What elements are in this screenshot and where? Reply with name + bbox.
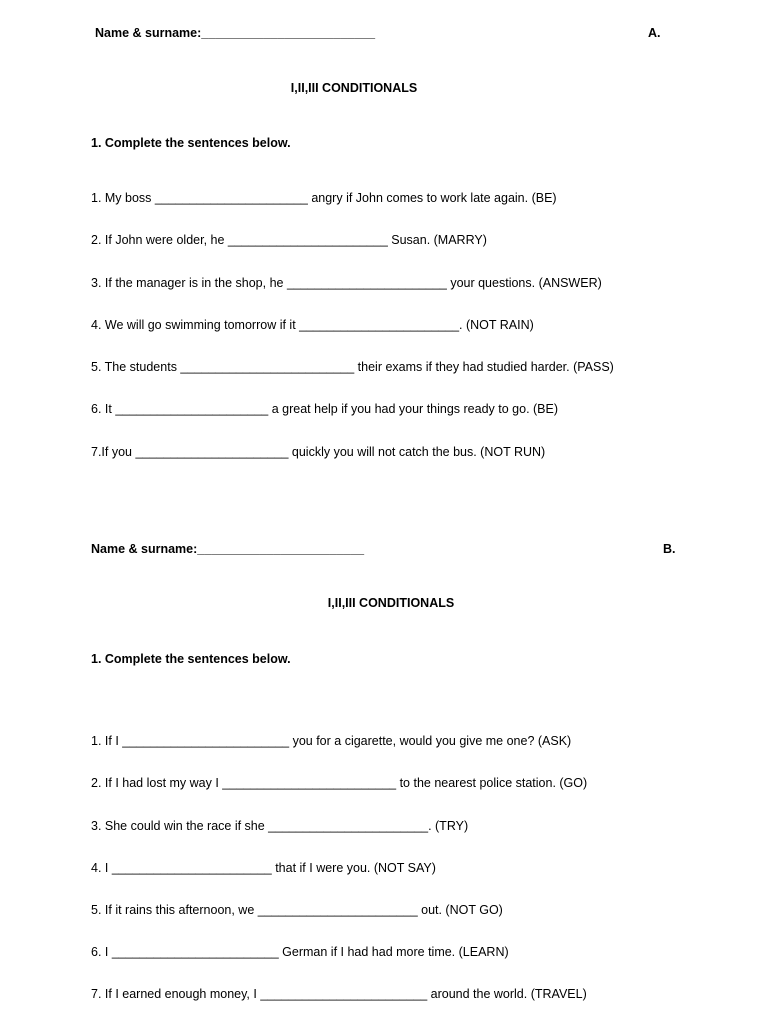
sentence-item: 6. It ______________________ a great help if you had your things ready to go. (BE) bbox=[91, 402, 559, 416]
sentence-item: 5. The students _________________________ their exams if they had studied harder. (PASS) bbox=[91, 360, 614, 374]
version-label: B. bbox=[663, 542, 676, 556]
sentence-item: 6. I ________________________ German if I had had more time. (LEARN) bbox=[91, 945, 509, 959]
worksheet-title: I,II,III CONDITIONALS bbox=[327, 596, 455, 610]
worksheet-title: I,II,III CONDITIONALS bbox=[290, 81, 418, 95]
sentence-item: 7.If you ______________________ quickly you will not catch the bus. (NOT RUN) bbox=[91, 445, 546, 459]
sentence-item: 7. If I earned enough money, I ________________________ around the world. (TRAVEL) bbox=[91, 987, 587, 1001]
sentence-item: 5. If it rains this afternoon, we _______________________ out. (NOT GO) bbox=[91, 903, 503, 917]
instruction: 1. Complete the sentences below. bbox=[91, 652, 291, 666]
sentence-item: 1. My boss ______________________ angry if John comes to work late again. (BE) bbox=[91, 191, 557, 205]
sentence-item: 2. If John were older, he _______________________ Susan. (MARRY) bbox=[91, 233, 487, 247]
name-surname-label: Name & surname:_________________________ bbox=[95, 26, 376, 40]
sentence-item: 3. She could win the race if she _______________________. (TRY) bbox=[91, 819, 469, 833]
sentence-item: 2. If I had lost my way I _________________________ to the nearest police station. (GO) bbox=[91, 776, 588, 790]
sentence-item: 3. If the manager is in the shop, he _______________________ your questions. (ANSWER) bbox=[91, 276, 602, 290]
sentence-item: 4. I _______________________ that if I were you. (NOT SAY) bbox=[91, 861, 436, 875]
name-surname-label: Name & surname:________________________ bbox=[91, 542, 365, 556]
sentence-item: 1. If I ________________________ you for a cigarette, would you give me one? (ASK) bbox=[91, 734, 572, 748]
sentence-item: 4. We will go swimming tomorrow if it _______________________. (NOT RAIN) bbox=[91, 318, 534, 332]
instruction: 1. Complete the sentences below. bbox=[91, 136, 291, 150]
version-label: A. bbox=[648, 26, 661, 40]
